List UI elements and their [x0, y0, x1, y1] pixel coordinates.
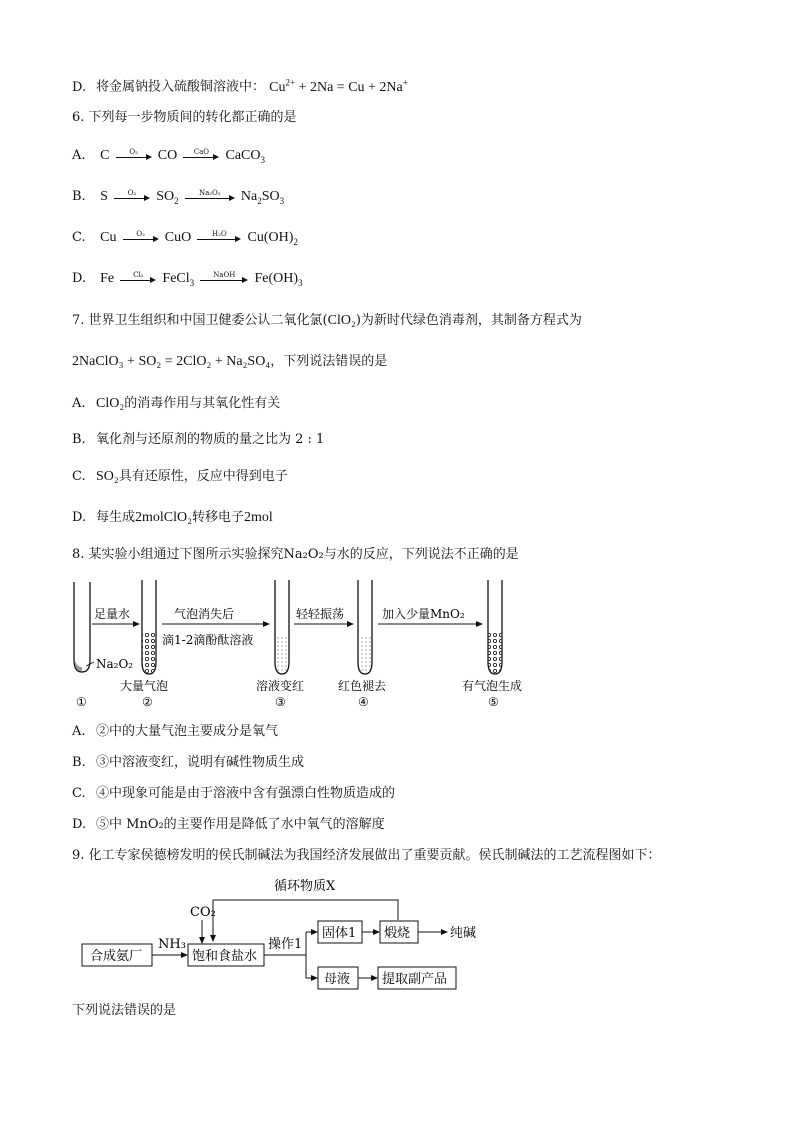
test-tube-3 — [275, 580, 289, 674]
q8-stem: 8. 某实验小组通过下图所示实验探究Na₂O₂与水的反应，下列说法不正确的是 — [72, 547, 519, 562]
ionic-equation: $Cu^{2+} + 2Na = Cu + 2Na^+$ — [269, 77, 408, 95]
q7-option-b: B. 氧化剂与还原剂的物质的量之比为 2 : 1 — [72, 432, 325, 447]
q6-option-d: D. Fe Cl₂ FeCl$_3$ NaOH $Fe(OH)_3$ — [72, 270, 303, 288]
test-tube-2 — [142, 580, 156, 674]
co2-arrow — [199, 920, 205, 944]
q9-tail: 下列说法错误的是 — [72, 1003, 177, 1018]
reaction-arrow: Na₂O₂ — [185, 190, 235, 204]
label-solid-1: 固体1 — [322, 926, 357, 941]
q6-option-c: C. Cu O₂ CuO H₂O $Cu(OH)_2$ — [72, 229, 298, 247]
tube-number-3: ③ — [275, 695, 286, 709]
mother-to-byproduct-arrow — [358, 975, 378, 981]
caption-3: 溶液变红 — [256, 679, 305, 693]
label-shake: 轻轻振荡 — [296, 607, 345, 621]
test-tube-5 — [488, 580, 502, 674]
option-label: D. — [72, 79, 87, 95]
label-add-mno2: 加入少量MnO₂ — [382, 607, 465, 621]
reaction-arrow: O₂ — [123, 231, 159, 245]
q9-stem: 9. 化工专家侯德榜发明的侯氏制碱法为我国经济发展做出了重要贡献。侯氏制碱法的工艺流程图如下： — [72, 848, 661, 863]
reaction-arrow: H₂O — [197, 231, 241, 245]
nh3-arrow — [152, 952, 188, 958]
q8-option-a: A. ②中的大量气泡主要成分是氧气 — [72, 724, 279, 739]
option-text: 将金属钠投入硫酸铜溶液中： — [96, 79, 266, 95]
tube-number-4: ④ — [358, 695, 369, 709]
label-soda-ash: 纯碱 — [450, 926, 477, 941]
q7-option-d: D. 每生成2molClO₂转移电子2mol — [72, 510, 273, 525]
q7-stem: 7. 世界卫生组织和中国卫健委公认二氧化氯(ClO₂)为新时代绿色消毒剂，其制备方程式为 — [72, 313, 582, 328]
reaction-arrow: O₂ — [116, 149, 152, 163]
q6-option-b: B. S O₂ $SO_2$ Na₂O₂ $Na_2SO_3$ — [72, 188, 285, 206]
arrow-3 — [294, 621, 354, 627]
tube-number-5: ⑤ — [488, 695, 499, 709]
reaction-arrow: CaO — [183, 149, 219, 163]
label-ammonia-plant: 合成氨厂 — [90, 949, 143, 964]
reaction-arrow: NaOH — [200, 272, 248, 286]
q6-option-a: A. C O₂ CO CaO CaCO$_3$ — [72, 147, 265, 165]
q7-option-c: C. SO₂具有还原性，反应中得到电子 — [72, 469, 288, 484]
q8-option-d: D. ⑤中 MnO₂的主要作用是降低了水中氧气的溶解度 — [72, 817, 385, 832]
recycle-loop — [210, 900, 398, 942]
label-water: 足量水 — [94, 607, 131, 621]
caption-2: 大量气泡 — [120, 679, 169, 693]
test-tube-1 — [74, 582, 90, 672]
caption-4: 红色褪去 — [338, 679, 387, 693]
test-tube-4 — [358, 580, 372, 674]
label-calcine: 煅烧 — [384, 926, 411, 941]
reaction-arrow: Cl₂ — [120, 272, 156, 286]
q7-option-a: A. ClO₂的消毒作用与其氧化性有关 — [72, 396, 281, 411]
q8-option-c: C. ④中现象可能是由于溶液中含有强漂白性物质造成的 — [72, 786, 396, 801]
q8-option-b: B. ③中溶液变红，说明有碱性物质生成 — [72, 755, 305, 770]
label-phenolphthalein: 滴1-2滴酚酞溶液 — [162, 633, 254, 647]
label-mother-liquor: 母液 — [324, 972, 351, 987]
label-nh3: NH₃ — [158, 937, 186, 952]
arrow-4 — [378, 621, 483, 627]
q6-stem: 6. 下列每一步物质间的转化都正确的是 — [72, 110, 297, 125]
label-after-bubbles: 气泡消失后 — [174, 607, 235, 621]
reaction-arrow: O₂ — [114, 190, 150, 204]
q5-option-d — [72, 72, 408, 98]
q7-equation: 2NaClO₃ + SO₂ = 2ClO₂ + Na₂SO₄，下列说法错误的是 — [72, 354, 388, 369]
caption-5: 有气泡生成 — [462, 679, 523, 693]
label-na2o2: Na₂O₂ — [96, 657, 134, 671]
label-byproduct: 提取副产品 — [382, 972, 448, 987]
tube-number-2: ② — [142, 695, 153, 709]
tube-number-1: ① — [76, 695, 87, 709]
arrow-1 — [92, 621, 140, 627]
label-operation-1: 操作1 — [268, 937, 303, 952]
q9-flowchart — [78, 872, 498, 992]
q8-experiment-figure — [60, 572, 540, 712]
arrow-2 — [162, 621, 270, 627]
label-co2: CO₂ — [190, 905, 216, 920]
label-brine: 饱和食盐水 — [192, 949, 258, 964]
label-recycle-x: 循环物质X — [274, 879, 336, 894]
solid-to-calcine-arrow — [362, 929, 380, 935]
calcine-to-soda-arrow — [418, 929, 448, 935]
